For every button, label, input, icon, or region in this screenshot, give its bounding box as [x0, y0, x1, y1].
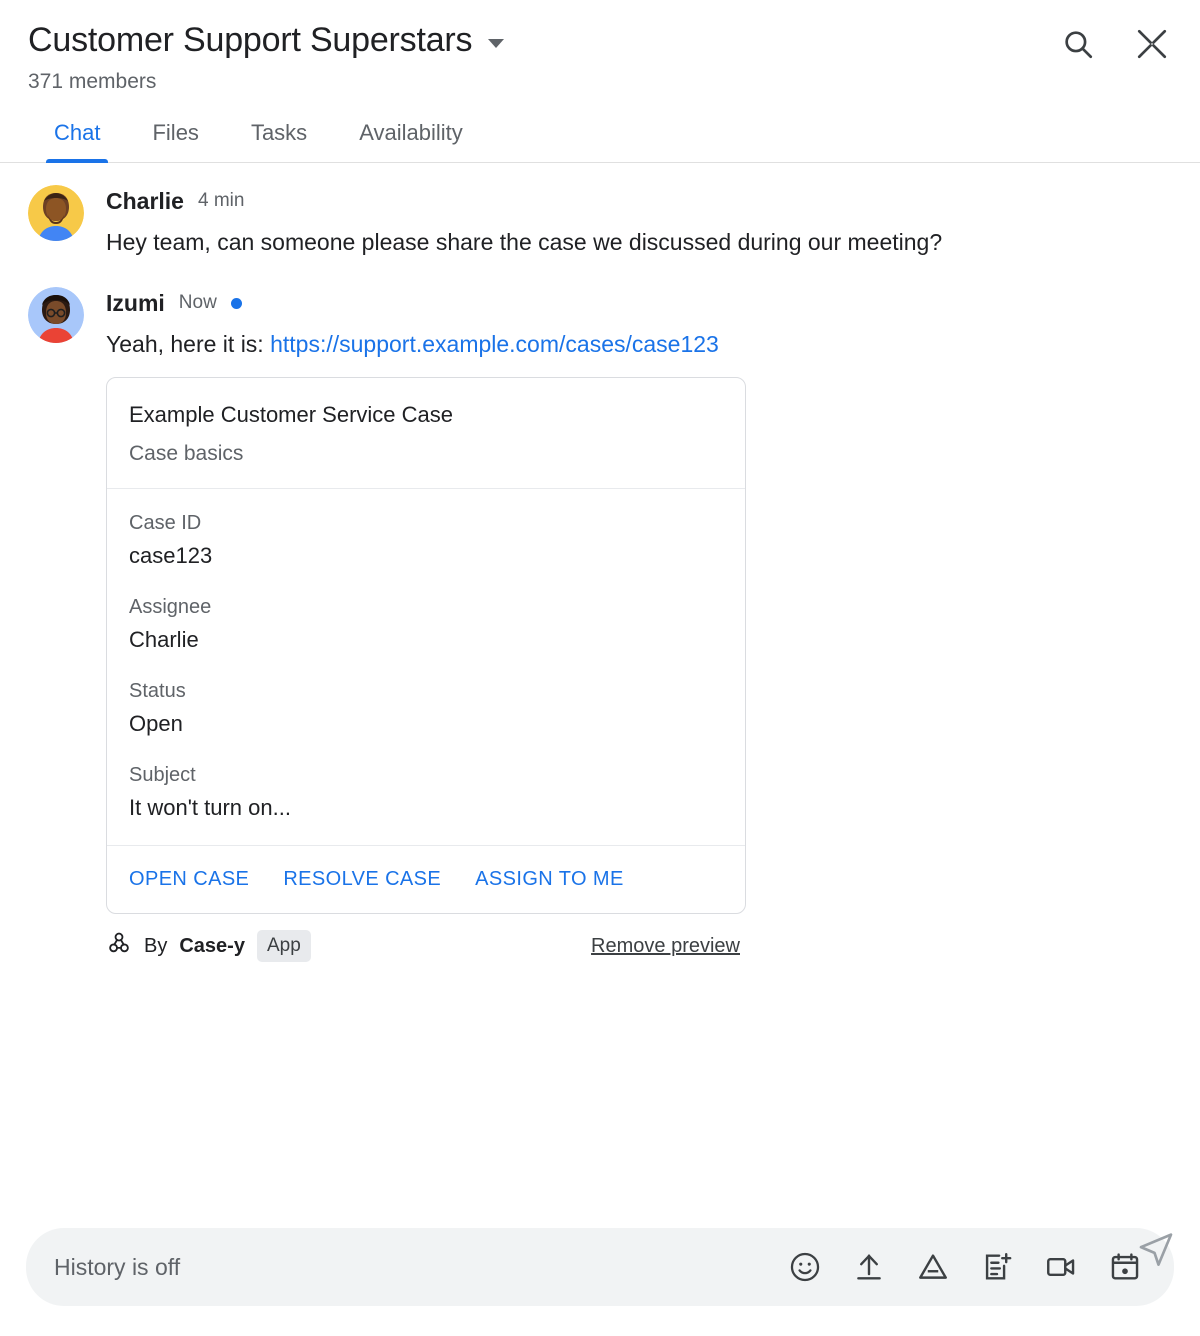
upload-icon[interactable] — [852, 1250, 886, 1284]
search-icon[interactable] — [1060, 26, 1096, 62]
send-button[interactable] — [1136, 1228, 1176, 1268]
composer-icons — [788, 1250, 1148, 1284]
attribution-bot-name: Case-y — [179, 934, 245, 957]
message-body — [106, 185, 1172, 261]
field-label: Case ID — [129, 512, 202, 534]
room-tabs — [0, 96, 1200, 163]
message-body — [106, 287, 1172, 962]
resolve-case-button[interactable]: RESOLVE CASE — [283, 868, 442, 890]
webhook-icon — [106, 930, 132, 962]
collapse-arrows-icon[interactable] — [1134, 26, 1170, 62]
card-field-assignee — [129, 593, 723, 655]
card-field-case-id — [129, 509, 723, 571]
create-task-icon[interactable] — [980, 1250, 1014, 1284]
field-value: Charlie — [129, 627, 199, 652]
field-value: It won't turn on... — [129, 795, 291, 820]
chevron-down-icon[interactable] — [488, 39, 504, 48]
message-header — [106, 185, 1172, 217]
message-text: Hey team, can someone please share the case we discussed during our meeting? — [106, 229, 943, 255]
room-header — [0, 0, 1200, 96]
message-header — [106, 287, 1172, 319]
field-label: Subject — [129, 764, 196, 786]
message-text — [106, 325, 1172, 363]
card-field-status — [129, 677, 723, 739]
member-count: 371 members — [28, 70, 157, 93]
field-value: Open — [129, 711, 183, 736]
case-preview-card — [106, 377, 746, 914]
message-sender: Izumi — [106, 290, 165, 316]
google-drive-icon[interactable] — [916, 1250, 950, 1284]
tab-availability[interactable]: Availability — [359, 120, 463, 145]
card-actions — [107, 846, 745, 913]
message-list — [0, 163, 1200, 1212]
app-badge: App — [257, 930, 311, 962]
case-link[interactable]: https://support.example.com/cases/case123 — [270, 331, 719, 357]
card-subtitle: Case basics — [129, 442, 244, 465]
tab-chat[interactable]: Chat — [28, 114, 126, 162]
message-sender: Charlie — [106, 188, 184, 214]
open-case-button[interactable]: OPEN CASE — [129, 868, 250, 890]
tab-files[interactable]: Files — [152, 120, 199, 145]
message-composer[interactable] — [26, 1228, 1174, 1306]
field-label: Status — [129, 680, 186, 702]
remove-preview-link[interactable]: Remove preview — [591, 934, 740, 957]
assign-to-me-button[interactable]: ASSIGN TO ME — [475, 868, 624, 890]
page-title: Customer Support Superstars — [28, 21, 473, 59]
emoji-icon[interactable] — [788, 1250, 822, 1284]
avatar[interactable] — [28, 185, 84, 241]
header-actions — [1060, 26, 1170, 62]
card-header — [107, 378, 745, 489]
video-meeting-icon[interactable] — [1044, 1250, 1078, 1284]
field-label: Assignee — [129, 596, 212, 618]
message-text-prefix: Yeah, here it is: — [106, 331, 271, 357]
card-field-subject — [129, 761, 723, 823]
room-title-row[interactable] — [28, 18, 1172, 62]
message-item — [28, 287, 1172, 962]
attribution-left — [106, 930, 311, 962]
message-item — [28, 185, 1172, 261]
message-timestamp: 4 min — [197, 190, 245, 211]
message-input[interactable] — [52, 1253, 778, 1282]
avatar[interactable] — [28, 287, 84, 343]
attribution-by-label: By — [144, 934, 168, 957]
unread-dot-icon — [231, 298, 242, 309]
composer-area — [0, 1212, 1200, 1336]
field-value: case123 — [129, 543, 213, 568]
tab-tasks[interactable]: Tasks — [250, 120, 308, 145]
card-attribution — [106, 930, 746, 962]
message-timestamp: Now — [178, 292, 217, 313]
card-fields — [107, 489, 745, 846]
card-title: Example Customer Service Case — [129, 402, 454, 427]
